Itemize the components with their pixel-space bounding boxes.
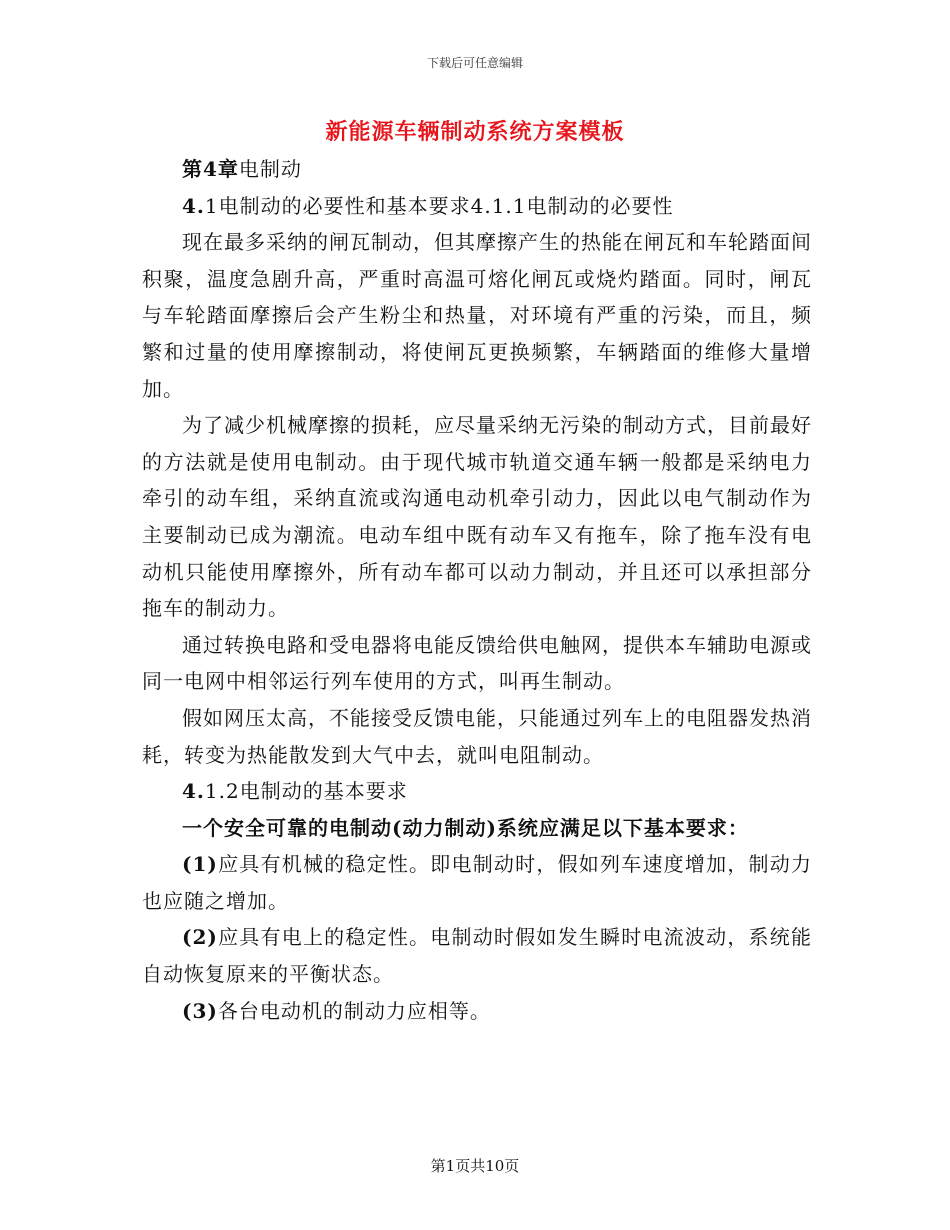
chapter-heading (142, 151, 812, 188)
requirement-text: 应具有电上的稳定性。电制动时假如发生瞬时电流波动，系统能自动恢复原来的平衡状态。 (142, 925, 812, 987)
document-title: 新能源车辆制动系统方案模板 (325, 119, 625, 145)
paragraph-1: 现在最多采纳的闸瓦制动，但其摩擦产生的热能在闸瓦和车轮踏面间积聚，温度急剧升高，严重时高温可熔化闸瓦或烧灼踏面。同时，闸瓦与车轮踏面摩擦后会产生粉尘和热量，对环境有严重的污染，而且，频繁和过量的使用摩擦制动，将使闸瓦更换频繁，车辆踏面的维修大量增加。 (142, 230, 812, 401)
section-text: 1电制动的必要性和基本要求4.1.1电制动的必要性 (204, 193, 674, 218)
subsection-heading (142, 773, 812, 810)
chapter-name: 电制动 (238, 157, 302, 181)
requirement-text: 各台电动机的制动力应相等。 (217, 998, 491, 1023)
requirement-number: (1) (182, 852, 218, 877)
requirements-intro: 一个安全可靠的电制动(动力制动)系统应满足以下基本要求： (182, 815, 749, 840)
subsection-text: 1.2电制动的基本要求 (204, 779, 408, 804)
section-number: 4. (182, 193, 205, 218)
paragraph-4: 假如网压太高，不能接受反馈电能，只能通过列车上的电阻器发热消耗，转变为热能散发到大气中去，就叫电阻制动。 (142, 705, 812, 767)
requirement-number: (3) (182, 998, 218, 1023)
paragraph-3: 通过转换电路和受电器将电能反馈给供电触网，提供本车辅助电源或同一电网中相邻运行列车使用的方式，叫再生制动。 (142, 632, 812, 694)
requirement-item (142, 919, 812, 992)
section-heading (142, 188, 812, 225)
chapter-number: 第4章 (182, 157, 239, 181)
page-footer: 第1页共10页 (430, 1157, 520, 1175)
document-body (142, 151, 812, 1029)
requirement-number: (2) (182, 925, 218, 950)
requirement-item (142, 846, 812, 919)
paragraph-2: 为了减少机械摩擦的损耗，应尽量采纳无污染的制动方式，目前最好的方法就是使用电制动。由于现代城市轨道交通车辆一般都是采纳电力牵引的动车组，采纳直流或沟通电动机牵引动力，因此以电气制动作为主要制动已成为潮流。电动车组中既有动车又有拖车，除了拖车没有电动机只能使用摩擦外，所有动车都可以动力制动，并且还可以承担部分拖车的制动力。 (142, 413, 812, 621)
requirement-text: 应具有机械的稳定性。即电制动时，假如列车速度增加，制动力也应随之增加。 (142, 852, 812, 913)
requirement-item (142, 993, 812, 1030)
page-header: 下载后可任意编辑 (426, 56, 523, 70)
subsection-number: 4. (182, 779, 205, 804)
